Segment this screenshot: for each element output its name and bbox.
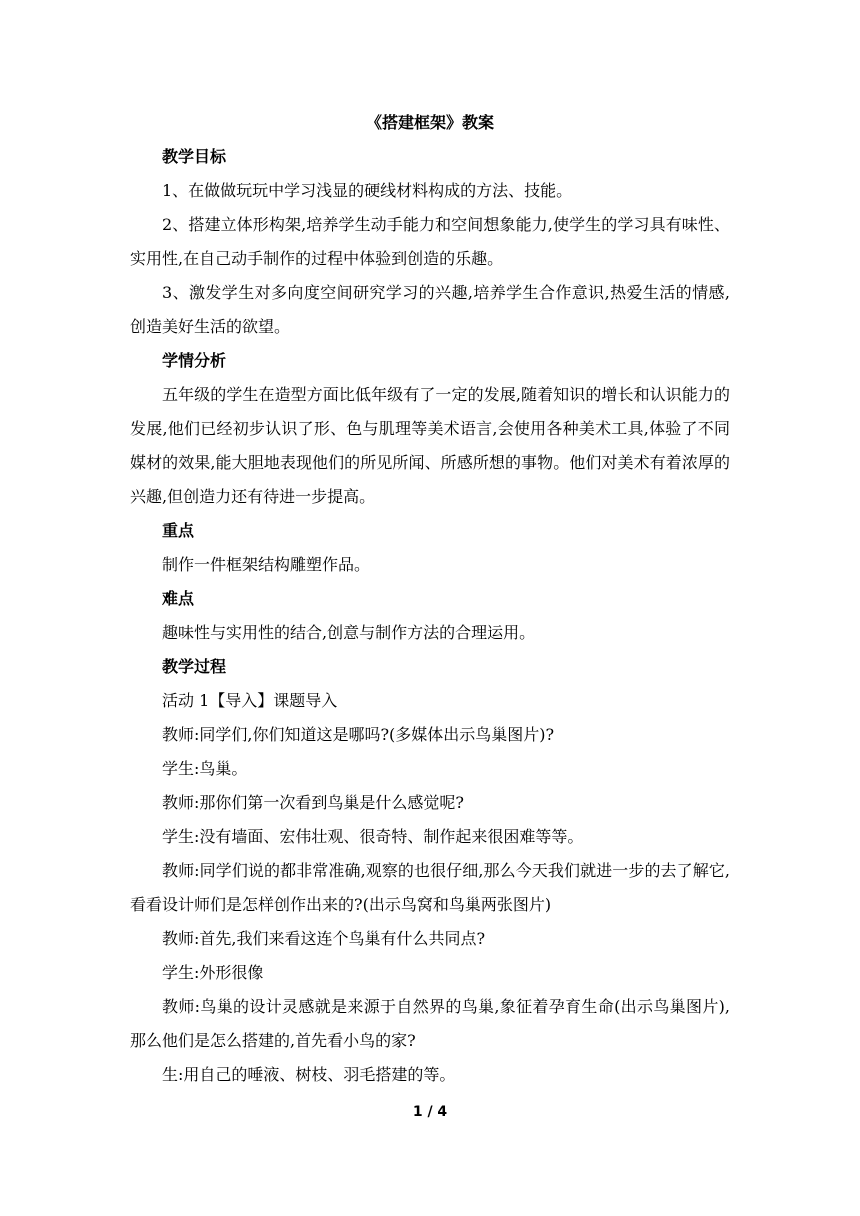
paragraph: 1、在做做玩玩中学习浅显的硬线材料构成的方法、技能。 <box>162 181 573 200</box>
paragraph: 2、搭建立体形构架,培养学生动手能力和空间想象能力,使学生的学习具有味性、实用性,在自己动手制作的过程中体验到创造的乐趣。 <box>130 215 730 268</box>
document-content <box>130 106 730 1092</box>
paragraph: 教师:鸟巢的设计灵感就是来源于自然界的鸟巢,象征着孕育生命(出示鸟巢图片),那么他们是怎么搭建的,首先看小鸟的家? <box>130 997 730 1050</box>
paragraph: 教师:同学们,你们知道这是哪吗?(多媒体出示鸟巢图片)? <box>162 725 555 744</box>
paragraph: 趣味性与实用性的结合,创意与制作方法的合理运用。 <box>162 623 536 642</box>
paragraph: 活动 1【导入】课题导入 <box>162 691 338 710</box>
section-heading-process: 教学过程 <box>162 657 227 676</box>
paragraph: 生:用自己的唾液、树枝、羽毛搭建的等。 <box>162 1065 456 1084</box>
document-title: 《搭建框架》教案 <box>365 113 494 132</box>
paragraph: 学生:外形很像 <box>162 963 264 982</box>
paragraph: 五年级的学生在造型方面比低年级有了一定的发展,随着知识的增长和认识能力的发展,他们已经初步认识了形、色与肌理等美术语言,会使用各种美术工具,体验了不同媒材的效果,能大胆地表现他们的所见所闻、所感所想的事物。他们对美术有着浓厚的兴趣,但创造力还有待进一步提高。 <box>130 385 730 506</box>
paragraph: 制作一件框架结构雕塑作品。 <box>162 555 371 574</box>
paragraph: 学生:鸟巢。 <box>162 759 248 778</box>
page-number: 1 / 4 <box>412 1104 448 1120</box>
section-heading-key-points: 重点 <box>162 521 195 540</box>
paragraph: 教师:那你们第一次看到鸟巢是什么感觉呢? <box>162 793 464 812</box>
paragraph: 教师:首先,我们来看这连个鸟巢有什么共同点? <box>162 929 486 948</box>
paragraph: 3、激发学生对多向度空间研究学习的兴趣,培养学生合作意识,热爱生活的情感,创造美好生活的欲望。 <box>130 283 730 336</box>
section-heading-difficulties: 难点 <box>162 589 195 608</box>
section-heading-objectives: 教学目标 <box>162 147 227 166</box>
section-heading-analysis: 学情分析 <box>162 351 227 370</box>
paragraph: 学生:没有墙面、宏伟壮观、很奇特、制作起来很困难等等。 <box>162 827 584 846</box>
paragraph: 教师:同学们说的都非常准确,观察的也很仔细,那么今天我们就进一步的去了解它,看看设计师们是怎样创作出来的?(出示鸟窝和鸟巢两张图片) <box>130 861 730 914</box>
